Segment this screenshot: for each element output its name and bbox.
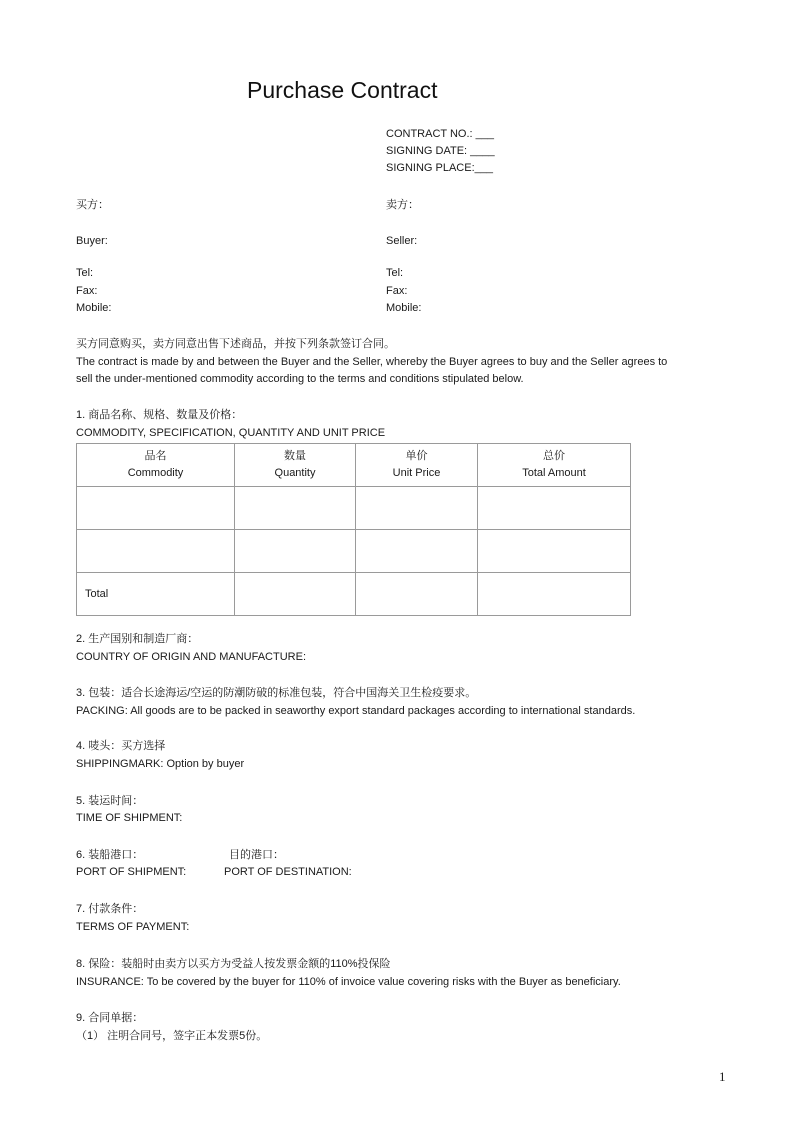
signing-place: SIGNING PLACE:___ bbox=[386, 162, 493, 174]
section-8-heading-cn: 8. 保险：装船时由卖方以买方为受益人按发票金额的110%投保险 bbox=[76, 958, 391, 970]
header-total-amount-cn: 总价 bbox=[543, 450, 565, 462]
table-cell bbox=[235, 530, 356, 573]
table-cell bbox=[235, 487, 356, 530]
table-cell bbox=[478, 487, 631, 530]
contract-number: CONTRACT NO.: ___ bbox=[386, 128, 494, 140]
table-cell bbox=[77, 487, 235, 530]
buyer-tel: Tel: bbox=[76, 267, 94, 279]
buyer-label: Buyer: bbox=[76, 235, 108, 247]
table-cell bbox=[356, 573, 478, 616]
table-total-row bbox=[77, 573, 631, 616]
section-5-heading-en: TIME OF SHIPMENT: bbox=[76, 812, 183, 824]
table-cell bbox=[478, 530, 631, 573]
section-8-heading-en: INSURANCE: To be covered by the buyer for 110% of invoice value covering risks with the Buyer as beneficiary. bbox=[76, 976, 621, 988]
header-commodity-cn: 品名 bbox=[144, 450, 167, 462]
section-7-heading-cn: 7. 付款条件： bbox=[76, 903, 144, 915]
section-1-heading-cn: 1. 商品名称、规格、数量及价格： bbox=[76, 409, 243, 421]
header-total-amount bbox=[478, 444, 631, 487]
signing-date: SIGNING DATE: ____ bbox=[386, 145, 495, 157]
contract-meta bbox=[386, 126, 495, 177]
buyer-label-cn: 买方： bbox=[76, 199, 109, 211]
seller-label-cn: 卖方： bbox=[386, 199, 419, 211]
section-4-heading-en: SHIPPINGMARK: Option by buyer bbox=[76, 758, 245, 770]
table-cell bbox=[478, 573, 631, 616]
header-quantity-en: Quantity bbox=[274, 467, 316, 479]
section-9-heading-cn: 9. 合同单据： bbox=[76, 1012, 144, 1024]
buyer-fax: Fax: bbox=[76, 285, 98, 297]
section-4-heading-cn: 4. 唛头：买方选择 bbox=[76, 740, 166, 752]
port-of-shipment-label: PORT OF SHIPMENT: bbox=[76, 866, 187, 878]
section-7-heading-en: TERMS OF PAYMENT: bbox=[76, 921, 190, 933]
header-unit-price bbox=[356, 444, 478, 487]
seller-tel: Tel: bbox=[386, 267, 404, 279]
section-3-heading-en: PACKING: All goods are to be packed in seaworthy export standard packages according to international standards. bbox=[76, 705, 636, 717]
header-commodity-en: Commodity bbox=[127, 467, 184, 479]
header-quantity bbox=[235, 444, 356, 487]
table-header-row bbox=[77, 444, 631, 487]
table-cell bbox=[356, 487, 478, 530]
commodity-table bbox=[76, 443, 631, 616]
intro-en-line1: The contract is made by and between the Buyer and the Seller, whereby the Buyer agrees to buy and the Seller agrees to bbox=[76, 356, 668, 368]
port-of-destination-label: PORT OF DESTINATION: bbox=[224, 866, 352, 878]
section-2-heading-cn: 2. 生产国别和制造厂商： bbox=[76, 633, 199, 645]
intro-cn: 买方同意购买，卖方同意出售下述商品，并按下列条款签订合同。 bbox=[76, 338, 395, 350]
header-unit-price-cn: 单价 bbox=[405, 450, 428, 462]
section-1-heading-en: COMMODITY, SPECIFICATION, QUANTITY AND UNIT PRICE bbox=[76, 427, 386, 439]
table-row bbox=[77, 487, 631, 530]
header-commodity bbox=[77, 444, 235, 487]
page-number: 1 bbox=[719, 1069, 726, 1084]
section-6-heading-cn: 6. 装船港口： bbox=[76, 849, 144, 861]
section-5-heading-cn: 5. 装运时间： bbox=[76, 795, 144, 807]
seller-label: Seller: bbox=[386, 235, 418, 247]
section-3-heading-cn: 3. 包装：适合长途海运/空运的防潮防破的标准包装，符合中国海关卫生检疫要求。 bbox=[76, 687, 477, 699]
table-row bbox=[77, 530, 631, 573]
table-cell bbox=[356, 530, 478, 573]
header-unit-price-en: Unit Price bbox=[392, 467, 441, 479]
seller-fax: Fax: bbox=[386, 285, 408, 297]
seller-mobile: Mobile: bbox=[386, 302, 422, 314]
section-9-item-1: （1） 注明合同号，签字正本发票5份。 bbox=[76, 1030, 268, 1042]
table-cell bbox=[235, 573, 356, 616]
intro-en-line2: sell the under-mentioned commodity according to the terms and conditions stipulated below. bbox=[76, 373, 524, 385]
document-title: Purchase Contract bbox=[247, 77, 438, 103]
section-2-heading-en: COUNTRY OF ORIGIN AND MANUFACTURE: bbox=[76, 651, 307, 663]
header-total-amount-en: Total Amount bbox=[522, 467, 586, 479]
buyer-mobile: Mobile: bbox=[76, 302, 112, 314]
header-quantity-cn: 数量 bbox=[284, 450, 306, 462]
total-label: Total bbox=[77, 573, 235, 616]
table-cell bbox=[77, 530, 235, 573]
destination-port-cn: 目的港口： bbox=[229, 849, 284, 861]
